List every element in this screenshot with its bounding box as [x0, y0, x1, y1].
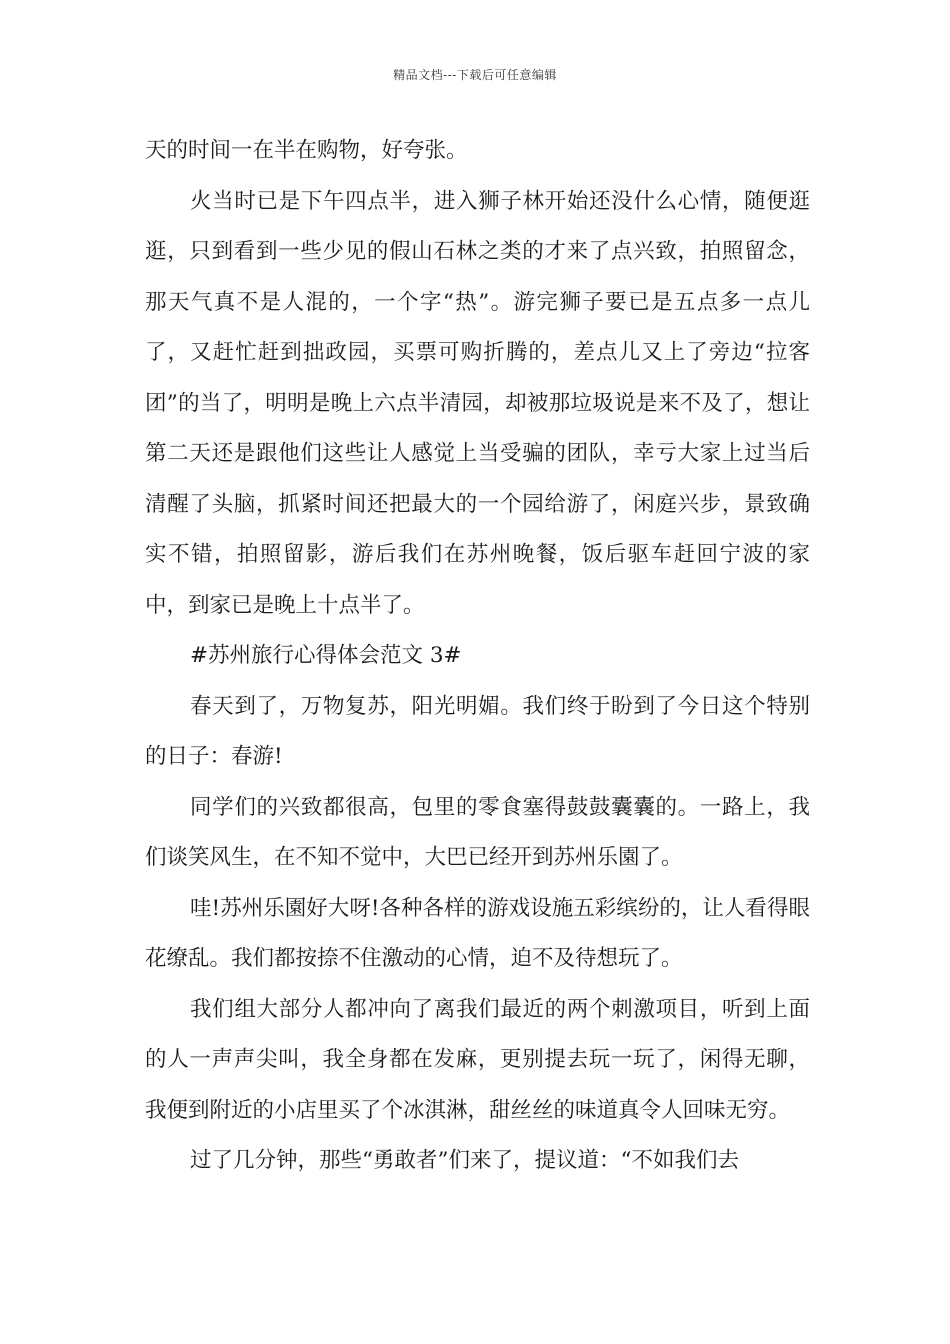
paragraph-1: 天的时间一在半在购物，好夸张。 — [145, 138, 468, 163]
paragraph-4: 同学们的兴致都很高，包里的零食塞得鼓鼓囊囊的。一路上，我们谈笑风生，在不知不觉中，大巴已经开到苏州乐園了。 — [145, 794, 810, 870]
paragraph-7: 过了几分钟，那些“勇敢者”们来了，提议道：“不如我们去 — [190, 1148, 739, 1173]
paragraph-5: 哇!苏州乐園好大呀!各种各样的游戏设施五彩缤纷的，让人看得眼花缭乱。我们都按捺不住激动的心情，迫不及待想玩了。 — [145, 895, 810, 971]
paragraph-2: 火当时已是下午四点半，进入狮子林开始还没什么心情，随便逛逛，只到看到一些少见的假山石林之类的才来了点兴致，拍照留念，那天气真不是人混的，一个字“热”。游完狮子要已是五点多一点儿了，又赶忙赶到拙政园，买票可购折腾的，差点儿又上了旁边“拉客团”的当了，明明是晚上六点半清园，却被那垃圾说是来不及了，想让第二天还是跟他们这些让人感觉上当受骗的团队，幸亏大家上过当后清醒了头脑，抓紧时间还把最大的一个园给游了，闲庭兴步，景致确实不错，拍照留影，游后我们在苏州晚餐，饭后驱车赶回宁波的家中，到家已是晚上十点半了。 — [145, 188, 810, 618]
document-body — [145, 126, 810, 1187]
paragraph-3: 春天到了，万物复苏，阳光明媚。我们终于盼到了今日这个特别的日子：春游! — [145, 693, 810, 769]
page-header: 精品文档---下载后可任意编辑 — [393, 68, 557, 82]
paragraph-6: 我们组大部分人都冲向了离我们最近的两个刺激项目，听到上面的人一声声尖叫，我全身都在发麻，更别提去玩一玩了，闲得无聊，我便到附近的小店里买了个冰淇淋，甜丝丝的味道真令人回味无穷。 — [145, 996, 810, 1123]
section-heading: #苏州旅行心得体会范文 3# — [190, 643, 462, 668]
